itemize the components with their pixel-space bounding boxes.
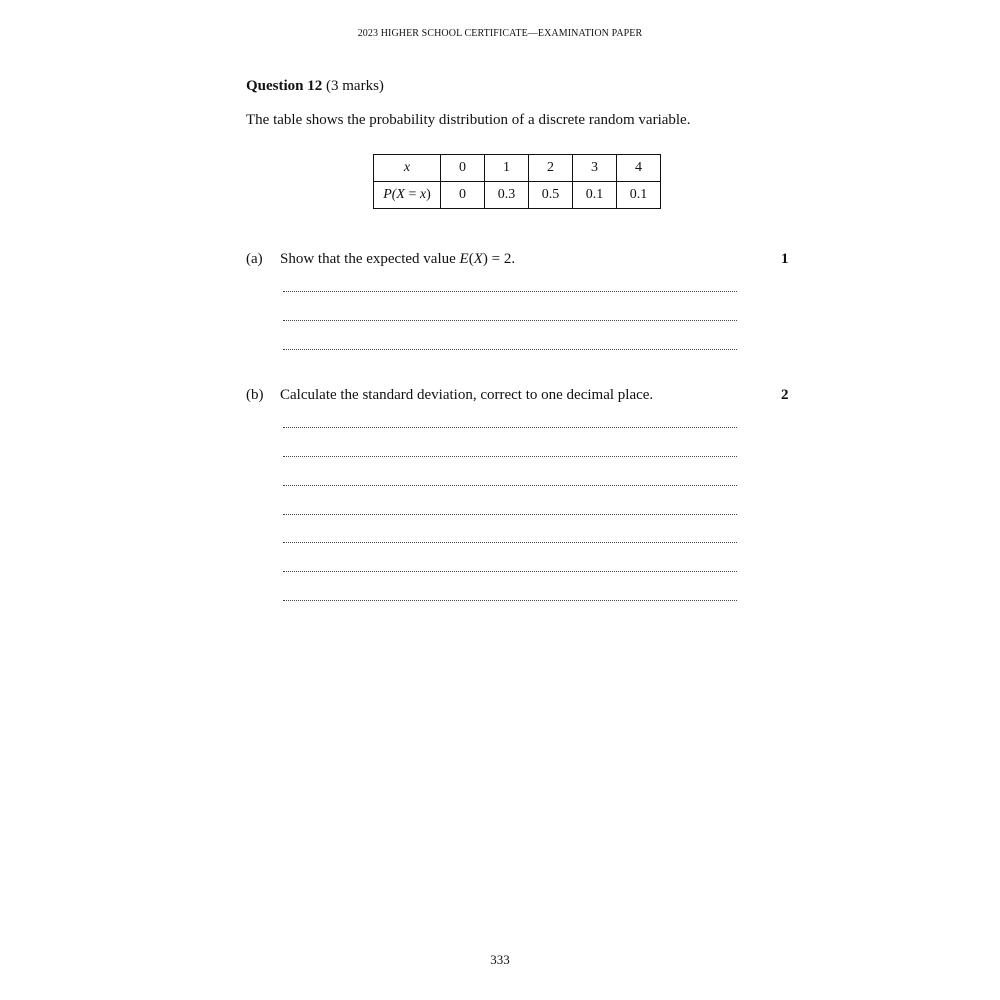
answer-line[interactable] xyxy=(283,291,737,292)
table-cell: 0.3 xyxy=(485,182,529,209)
table-row-x xyxy=(374,155,661,182)
answer-line[interactable] xyxy=(283,514,737,515)
table-cell: 3 xyxy=(573,155,617,182)
table-row-probability xyxy=(374,182,661,209)
part-b-label: (b) xyxy=(246,387,264,403)
table-cell: 4 xyxy=(617,155,661,182)
question-intro: The table shows the probability distribution of a discrete random variable. xyxy=(246,112,691,128)
probability-distribution-table xyxy=(373,154,661,209)
question-title: Question 12 xyxy=(246,78,323,94)
table-cell: 0 xyxy=(441,155,485,182)
answer-line[interactable] xyxy=(283,485,737,486)
table-cell: 0 xyxy=(441,182,485,209)
part-a-marks: 1 xyxy=(781,251,789,267)
table-cell: 2 xyxy=(529,155,573,182)
table-cell: 0.1 xyxy=(573,182,617,209)
answer-line[interactable] xyxy=(283,571,737,572)
row-header-x: x xyxy=(374,155,441,182)
part-b-marks: 2 xyxy=(781,387,789,403)
page-number: 333 xyxy=(490,952,510,967)
table-cell: 0.5 xyxy=(529,182,573,209)
question-title-row xyxy=(246,78,384,95)
answer-line[interactable] xyxy=(283,349,737,350)
answer-line[interactable] xyxy=(283,456,737,457)
part-a-text: Show that the expected value E(X) = 2. xyxy=(280,251,516,267)
part-a-label: (a) xyxy=(246,251,263,267)
answer-line[interactable] xyxy=(283,427,737,428)
table-cell: 0.1 xyxy=(617,182,661,209)
answer-line[interactable] xyxy=(283,600,737,601)
row-header-probability: P(X = x) xyxy=(374,182,441,209)
answer-line[interactable] xyxy=(283,542,737,543)
question-marks: (3 marks) xyxy=(326,78,384,94)
exam-header: 2023 HIGHER SCHOOL CERTIFICATE—EXAMINATION PAPER xyxy=(357,28,643,39)
table-cell: 1 xyxy=(485,155,529,182)
answer-line[interactable] xyxy=(283,320,737,321)
part-b-text: Calculate the standard deviation, correct to one decimal place. xyxy=(280,387,654,403)
